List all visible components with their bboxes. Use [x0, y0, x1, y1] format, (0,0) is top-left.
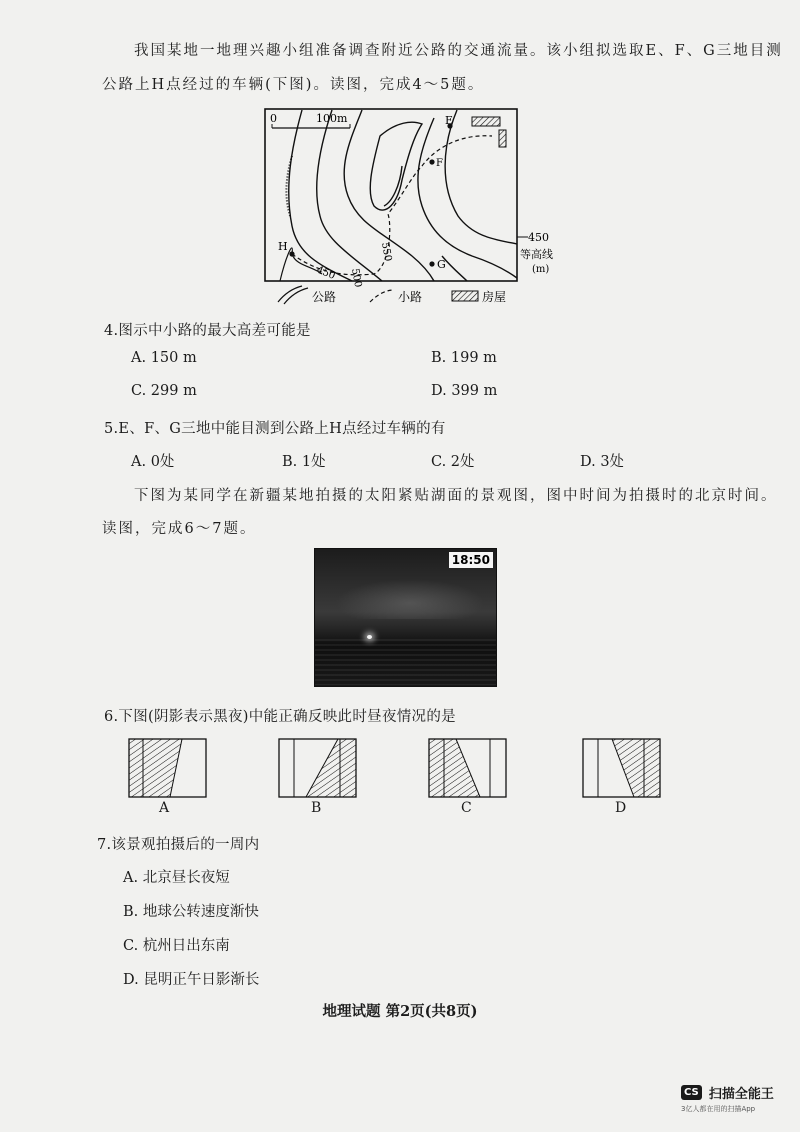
q5-option-a[interactable]: A. 0处 [131, 454, 175, 470]
legend-road-symbol [278, 286, 308, 304]
intro-q4-5-line1: 我国某地一地理兴趣小组准备调查附近公路的交通流量。该小组拟选取E、F、G三地目测 [134, 43, 783, 59]
page-footer: 地理试题 第2页(共8页) [322, 1003, 478, 1020]
point-f-label: F [436, 158, 443, 169]
intro-q6-7-line1: 下图为某同学在新疆某地拍摄的太阳紧贴湖面的景观图，图中时间为拍摄时的北京时间。 [134, 488, 778, 504]
q6-label-b: B [311, 800, 322, 816]
q4-option-c[interactable]: C. 299 m [131, 383, 197, 399]
q6-diagram-c[interactable] [428, 738, 508, 798]
point-h-marker [289, 251, 294, 256]
lake-surface [315, 639, 496, 685]
intro-q6-7-line2: 读图，完成6～7题。 [102, 521, 257, 537]
point-g-label: G [437, 258, 446, 271]
scanner-logo-icon: CS [681, 1085, 702, 1100]
q4-option-a[interactable]: A. 150 m [131, 350, 197, 366]
q4-stem: 4.图示中小路的最大高差可能是 [104, 323, 311, 339]
legend-road: 公路 [312, 290, 337, 304]
contour-450-left: 450 [314, 264, 337, 282]
q6-stem: 6.下图(阴影表示黑夜)中能正确反映此时昼夜情况的是 [104, 709, 456, 725]
legend-contour-unit: (m) [532, 264, 550, 275]
q7-option-a[interactable]: A. 北京昼长夜短 [123, 870, 230, 886]
legend-house-symbol [452, 291, 478, 301]
house-icon [472, 117, 500, 126]
lake-sunset-photo [314, 548, 497, 687]
q5-option-c[interactable]: C. 2处 [431, 454, 475, 470]
legend-contour: 等高线 [520, 248, 553, 261]
point-f-marker [429, 159, 434, 164]
q7-option-d[interactable]: D. 昆明正午日影渐长 [123, 972, 260, 988]
cloud-shape [335, 579, 485, 619]
scale-length-label: 100m [316, 112, 348, 125]
point-e-label: E [445, 114, 454, 127]
q6-label-c: C [461, 800, 472, 816]
scanner-app-name: 扫描全能王 [708, 1087, 774, 1102]
house-icon [499, 130, 506, 147]
scale-zero-label: 0 [270, 112, 277, 125]
q7-option-b[interactable]: B. 地球公转速度渐快 [123, 904, 259, 920]
q5-stem: 5.E、F、G三地中能目测到公路上H点经过车辆的有 [104, 421, 446, 437]
legend-house: 房屋 [482, 290, 507, 304]
photo-time-stamp: 18:50 [449, 552, 493, 568]
q5-option-d[interactable]: D. 3处 [580, 454, 625, 470]
q6-label-d: D [615, 800, 627, 816]
scanner-watermark [681, 1082, 774, 1113]
point-g-marker [429, 261, 434, 266]
q4-option-b[interactable]: B. 199 m [431, 350, 497, 366]
topographic-map [262, 106, 562, 306]
contour-550: 550 [379, 241, 394, 263]
q6-diagram-d[interactable] [582, 738, 662, 798]
legend-path-symbol [370, 290, 394, 302]
q4-option-d[interactable]: D. 399 m [431, 383, 498, 399]
legend-path: 小路 [398, 290, 423, 304]
sun-icon [367, 635, 372, 639]
point-h-label: H [278, 240, 288, 253]
q6-label-a: A [159, 800, 170, 816]
q7-option-c[interactable]: C. 杭州日出东南 [123, 938, 230, 954]
q6-diagram-a[interactable] [128, 738, 208, 798]
contour-450-right: 450 [528, 231, 549, 244]
q7-stem: 7.该景观拍摄后的一周内 [97, 837, 260, 853]
contour-500: 500 [349, 267, 364, 289]
q5-option-b[interactable]: B. 1处 [282, 454, 326, 470]
intro-q4-5-line2: 公路上H点经过的车辆(下图)。读图，完成4～5题。 [102, 77, 485, 93]
q6-diagram-b[interactable] [278, 738, 358, 798]
scanner-tagline: 3亿人都在用的扫描App [681, 1105, 756, 1113]
